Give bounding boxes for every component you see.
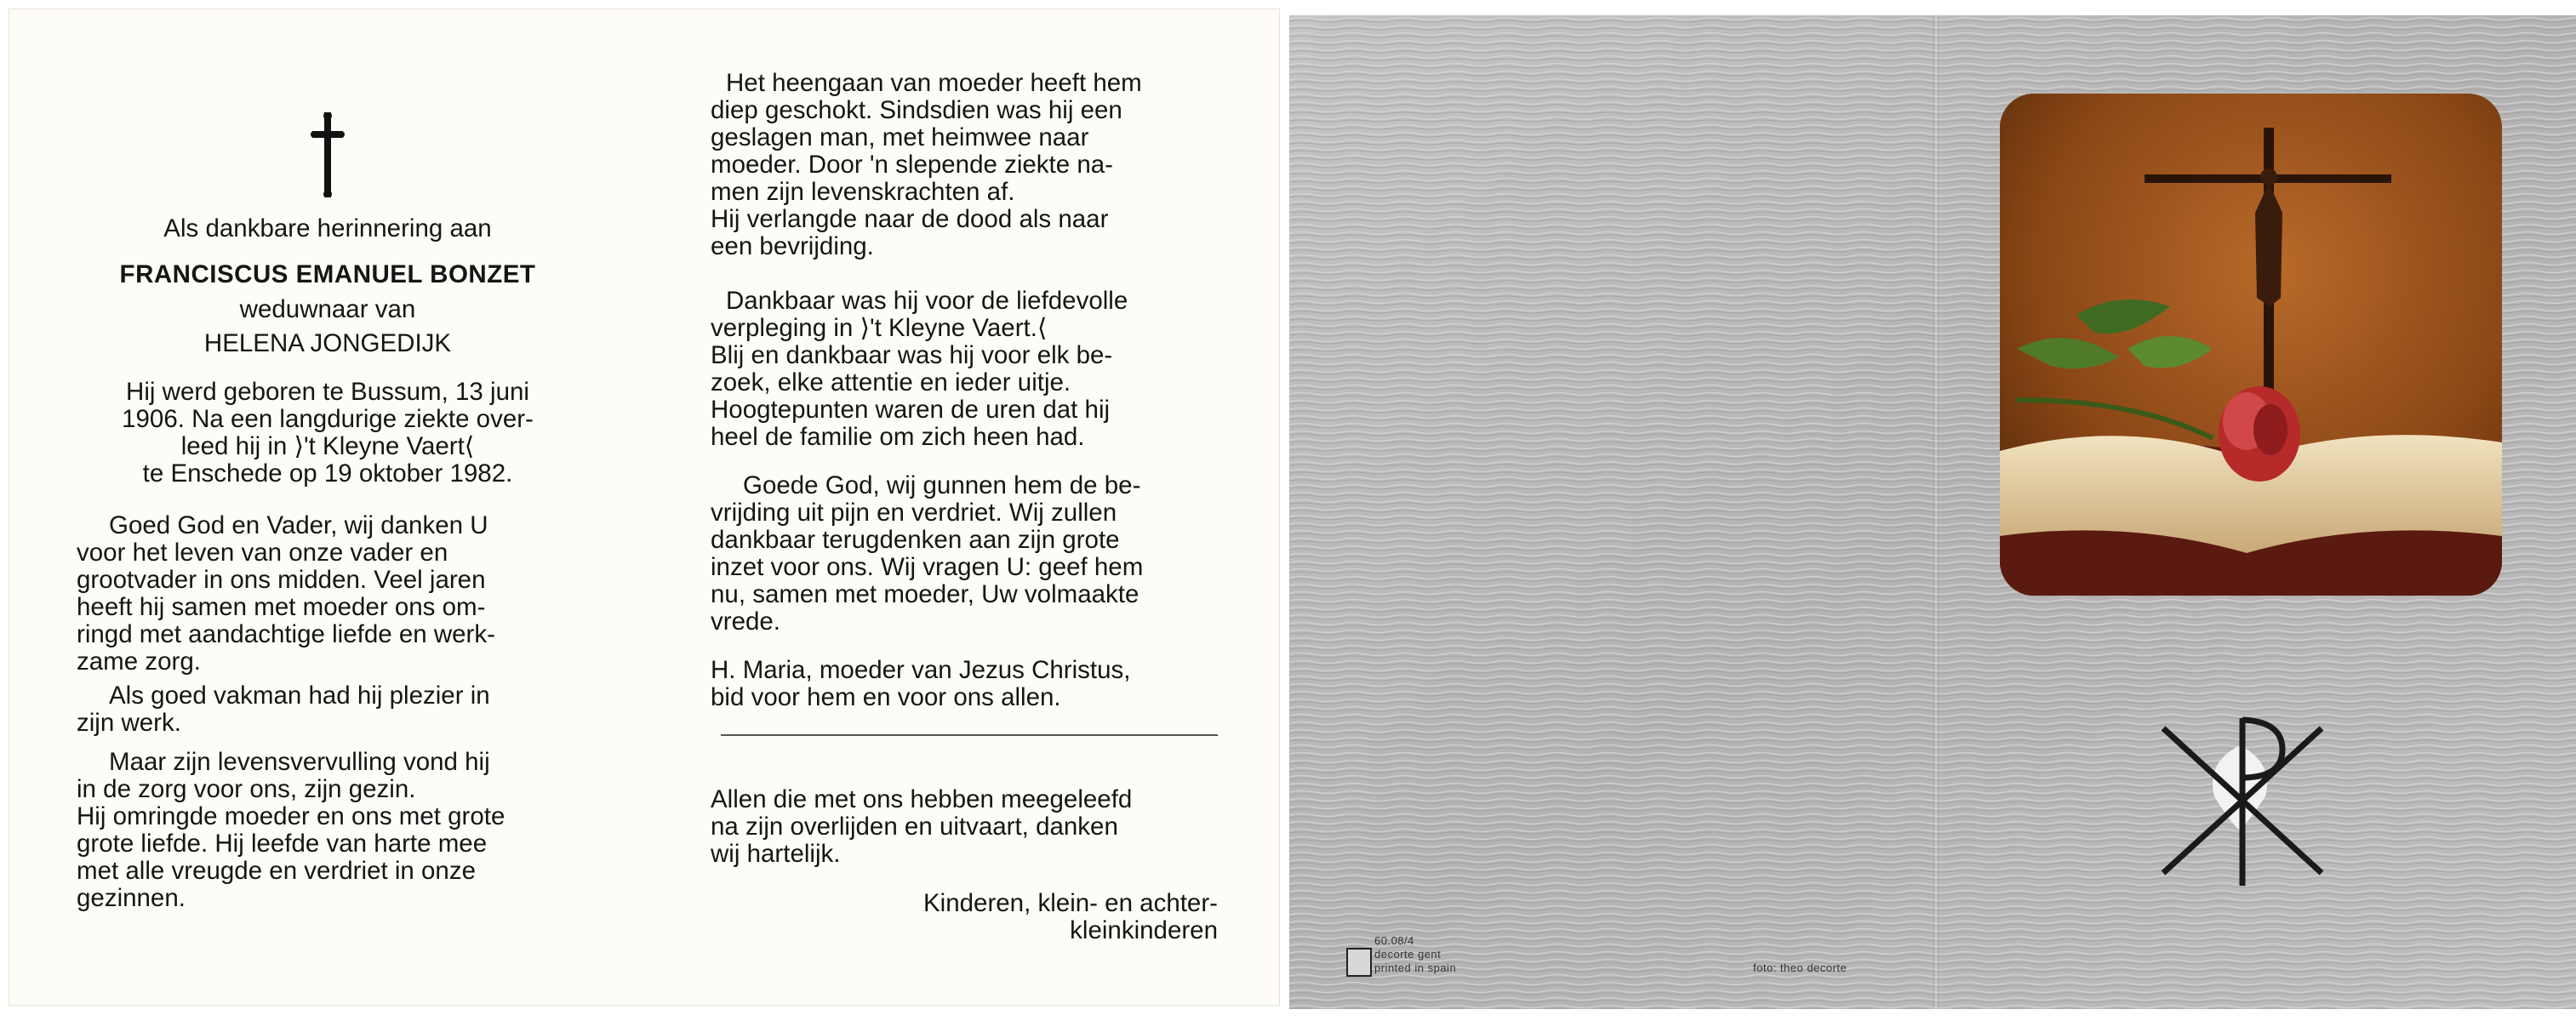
text-line: gezinnen. <box>77 884 186 912</box>
paragraph-4 <box>711 70 1218 260</box>
text-line: kleinkinderen <box>1070 916 1218 944</box>
card-inside <box>9 9 1280 1006</box>
paragraph-2 <box>77 682 579 737</box>
text-line: grootvader in ons midden. Veel jaren <box>77 566 486 594</box>
text-line: Het heengaan van moeder heeft hem <box>726 69 1142 97</box>
paragraph-3 <box>77 749 579 912</box>
bio-line: Hij werd geboren te Bussum, 13 juni <box>126 378 529 406</box>
text-line: zoek, elke attentie en ieder uitje. <box>711 368 1071 396</box>
text-line: verpleging in ⟩'t Kleyne Vaert.⟨ <box>711 314 1048 342</box>
text-line: Maar zijn levensvervulling vond hij <box>109 748 490 776</box>
text-line: na zijn overlijden en uitvaart, danken <box>711 813 1118 841</box>
text-line: Allen die met ons hebben meegeleefd <box>711 785 1133 813</box>
publisher-logo-icon <box>1346 948 1372 977</box>
paragraph-6 <box>711 472 1218 636</box>
chi-rho-icon <box>2155 711 2330 890</box>
text-line: Dankbaar was hij voor de liefdevolle <box>726 287 1128 315</box>
text-line: een bevrijding. <box>711 232 874 260</box>
text-line: Hoogtepunten waren de uren dat hij <box>711 396 1111 424</box>
text-line: heel de familie om zich heen had. <box>711 423 1085 451</box>
text-line: in de zorg voor ons, zijn gezin. <box>77 775 416 803</box>
text-line: heeft hij samen met moeder ons om- <box>77 593 486 621</box>
card-fold <box>1933 15 1939 1009</box>
text-line: Blij en dankbaar was hij voor elk be- <box>711 341 1113 369</box>
paragraph-1 <box>77 512 579 676</box>
text-line: voor het leven van onze vader en <box>77 539 448 567</box>
text-line: Kinderen, klein- en achter- <box>923 889 1218 917</box>
printed-in: printed in spain <box>1374 961 1457 974</box>
text-line: Hij omringde moeder en ons met grote <box>77 802 505 830</box>
text-line: nu, samen met moeder, Uw volmaakte <box>711 580 1139 608</box>
text-line: met alle vreugde en verdriet in onze <box>77 857 476 885</box>
text-line: wij hartelijk. <box>711 840 841 868</box>
text-line: vrijding uit pijn en verdriet. Wij zullen <box>711 499 1117 527</box>
spouse-name: HELENA JONGEDIJK <box>203 329 452 357</box>
text-line: H. Maria, moeder van Jezus Christus, <box>711 656 1131 684</box>
intro-text: Als dankbare herinnering aan <box>163 214 492 242</box>
card-outside <box>1289 15 2576 1009</box>
text-line: men zijn levenskrachten af. <box>711 178 1015 206</box>
text-line: bid voor hem en voor ons allen. <box>711 683 1061 711</box>
widower-of: weduwnaar van <box>239 295 416 323</box>
text-line: Als goed vakman had hij plezier in <box>109 682 490 710</box>
publisher: decorte gent <box>1374 948 1442 961</box>
text-line: diep geschokt. Sindsdien was hij een <box>711 96 1122 124</box>
bio-line: te Enschede op 19 oktober 1982. <box>142 459 513 488</box>
bio-line: 1906. Na een langdurige ziekte over- <box>122 405 534 433</box>
catalog-code: 60.08/4 <box>1374 934 1414 947</box>
text-line: grote liefde. Hij leefde van harte mee <box>77 830 488 858</box>
text-line: vrede. <box>711 607 780 636</box>
signature <box>711 890 1218 944</box>
text-line: Hij verlangde naar de dood als naar <box>711 205 1109 233</box>
bio-line: leed hij in ⟩'t Kleyne Vaert⟨ <box>180 432 475 460</box>
text-line: inzet voor ons. Wij vragen U: geef hem <box>711 553 1144 581</box>
bio-block <box>77 379 579 488</box>
text-line: dankbaar terugdenken aan zijn grote <box>711 526 1120 554</box>
thanks <box>711 786 1218 868</box>
text-line: Goed God en Vader, wij danken U <box>109 511 488 539</box>
text-line: moeder. Door 'n slepende ziekte na- <box>711 151 1113 179</box>
cross-icon <box>311 112 345 197</box>
prayer <box>711 657 1218 711</box>
paragraph-5 <box>711 288 1218 451</box>
text-line: zame zorg. <box>77 647 201 676</box>
divider <box>721 734 1218 736</box>
photo-credit: foto: theo decorte <box>1753 961 1848 974</box>
text-line: geslagen man, met heimwee naar <box>711 123 1089 151</box>
crucifix-photo <box>2000 94 2502 596</box>
text-line: ringd met aandachtige liefde en werk- <box>77 620 495 648</box>
deceased-name: FRANCISCUS EMANUEL BONZET <box>119 260 536 288</box>
text-line: zijn werk. <box>77 709 181 737</box>
text-line: Goede God, wij gunnen hem de be- <box>743 471 1141 499</box>
